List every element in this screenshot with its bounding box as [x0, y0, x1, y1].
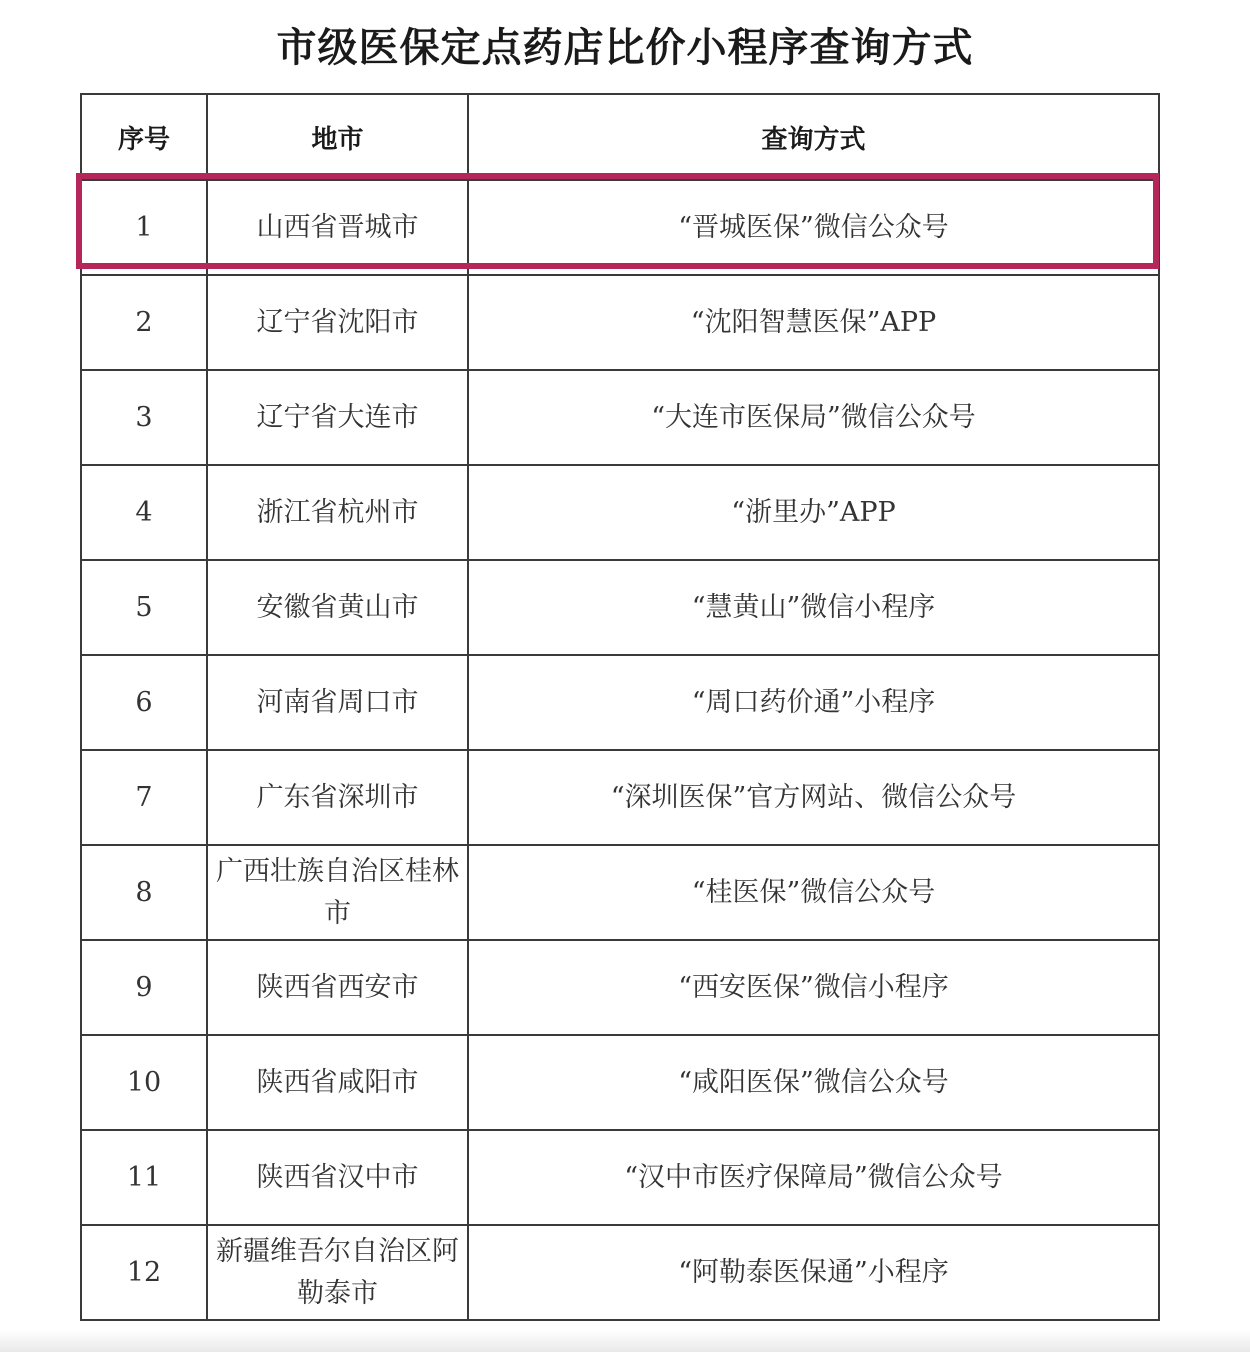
table-row [81, 275, 1159, 370]
cell-city: 浙江省杭州市 [207, 465, 468, 560]
header-index: 序号 [81, 94, 207, 180]
table-row [81, 465, 1159, 560]
cell-city: 陕西省西安市 [207, 940, 468, 1035]
table-row [81, 560, 1159, 655]
cell-index: 10 [81, 1035, 207, 1130]
table-row [81, 940, 1159, 1035]
cell-index: 5 [81, 560, 207, 655]
cell-city: 河南省周口市 [207, 655, 468, 750]
table-row [81, 180, 1159, 275]
cell-index: 7 [81, 750, 207, 845]
cell-city: 陕西省咸阳市 [207, 1035, 468, 1130]
cell-method: “周口药价通”小程序 [468, 655, 1159, 750]
cell-index: 3 [81, 370, 207, 465]
cell-index: 2 [81, 275, 207, 370]
cell-city: 辽宁省沈阳市 [207, 275, 468, 370]
cell-method: “沈阳智慧医保”APP [468, 275, 1159, 370]
cell-index: 8 [81, 845, 207, 940]
cell-method: “浙里办”APP [468, 465, 1159, 560]
cell-city: 广东省深圳市 [207, 750, 468, 845]
cell-method: “深圳医保”官方网站、微信公众号 [468, 750, 1159, 845]
cell-city: 广西壮族自治区桂林市 [207, 845, 468, 940]
cell-method: “大连市医保局”微信公众号 [468, 370, 1159, 465]
cell-index: 9 [81, 940, 207, 1035]
cell-index: 1 [81, 180, 207, 275]
cell-method: “西安医保”微信小程序 [468, 940, 1159, 1035]
cell-method: “慧黄山”微信小程序 [468, 560, 1159, 655]
pharmacy-query-table [80, 93, 1160, 1321]
header-city: 地市 [207, 94, 468, 180]
table-row [81, 655, 1159, 750]
table-row [81, 1035, 1159, 1130]
cell-method: “桂医保”微信公众号 [468, 845, 1159, 940]
page-title: 市级医保定点药店比价小程序查询方式 [276, 25, 974, 71]
header-method: 查询方式 [468, 94, 1159, 180]
table-header-row [81, 94, 1159, 180]
cell-method: “晋城医保”微信公众号 [468, 180, 1159, 275]
cell-method: “汉中市医疗保障局”微信公众号 [468, 1130, 1159, 1225]
table-row [81, 370, 1159, 465]
cell-method: “阿勒泰医保通”小程序 [468, 1225, 1159, 1320]
cell-index: 12 [81, 1225, 207, 1320]
cell-city: 山西省晋城市 [207, 180, 468, 275]
cell-index: 6 [81, 655, 207, 750]
cell-index: 4 [81, 465, 207, 560]
table-row [81, 1225, 1159, 1320]
table-row [81, 845, 1159, 940]
cell-city: 辽宁省大连市 [207, 370, 468, 465]
cell-city: 陕西省汉中市 [207, 1130, 468, 1225]
cell-method: “咸阳医保”微信公众号 [468, 1035, 1159, 1130]
cell-city: 安徽省黄山市 [207, 560, 468, 655]
table-row [81, 1130, 1159, 1225]
cell-city: 新疆维吾尔自治区阿勒泰市 [207, 1225, 468, 1320]
bottom-shadow [0, 1330, 1250, 1352]
table-row [81, 750, 1159, 845]
cell-index: 11 [81, 1130, 207, 1225]
